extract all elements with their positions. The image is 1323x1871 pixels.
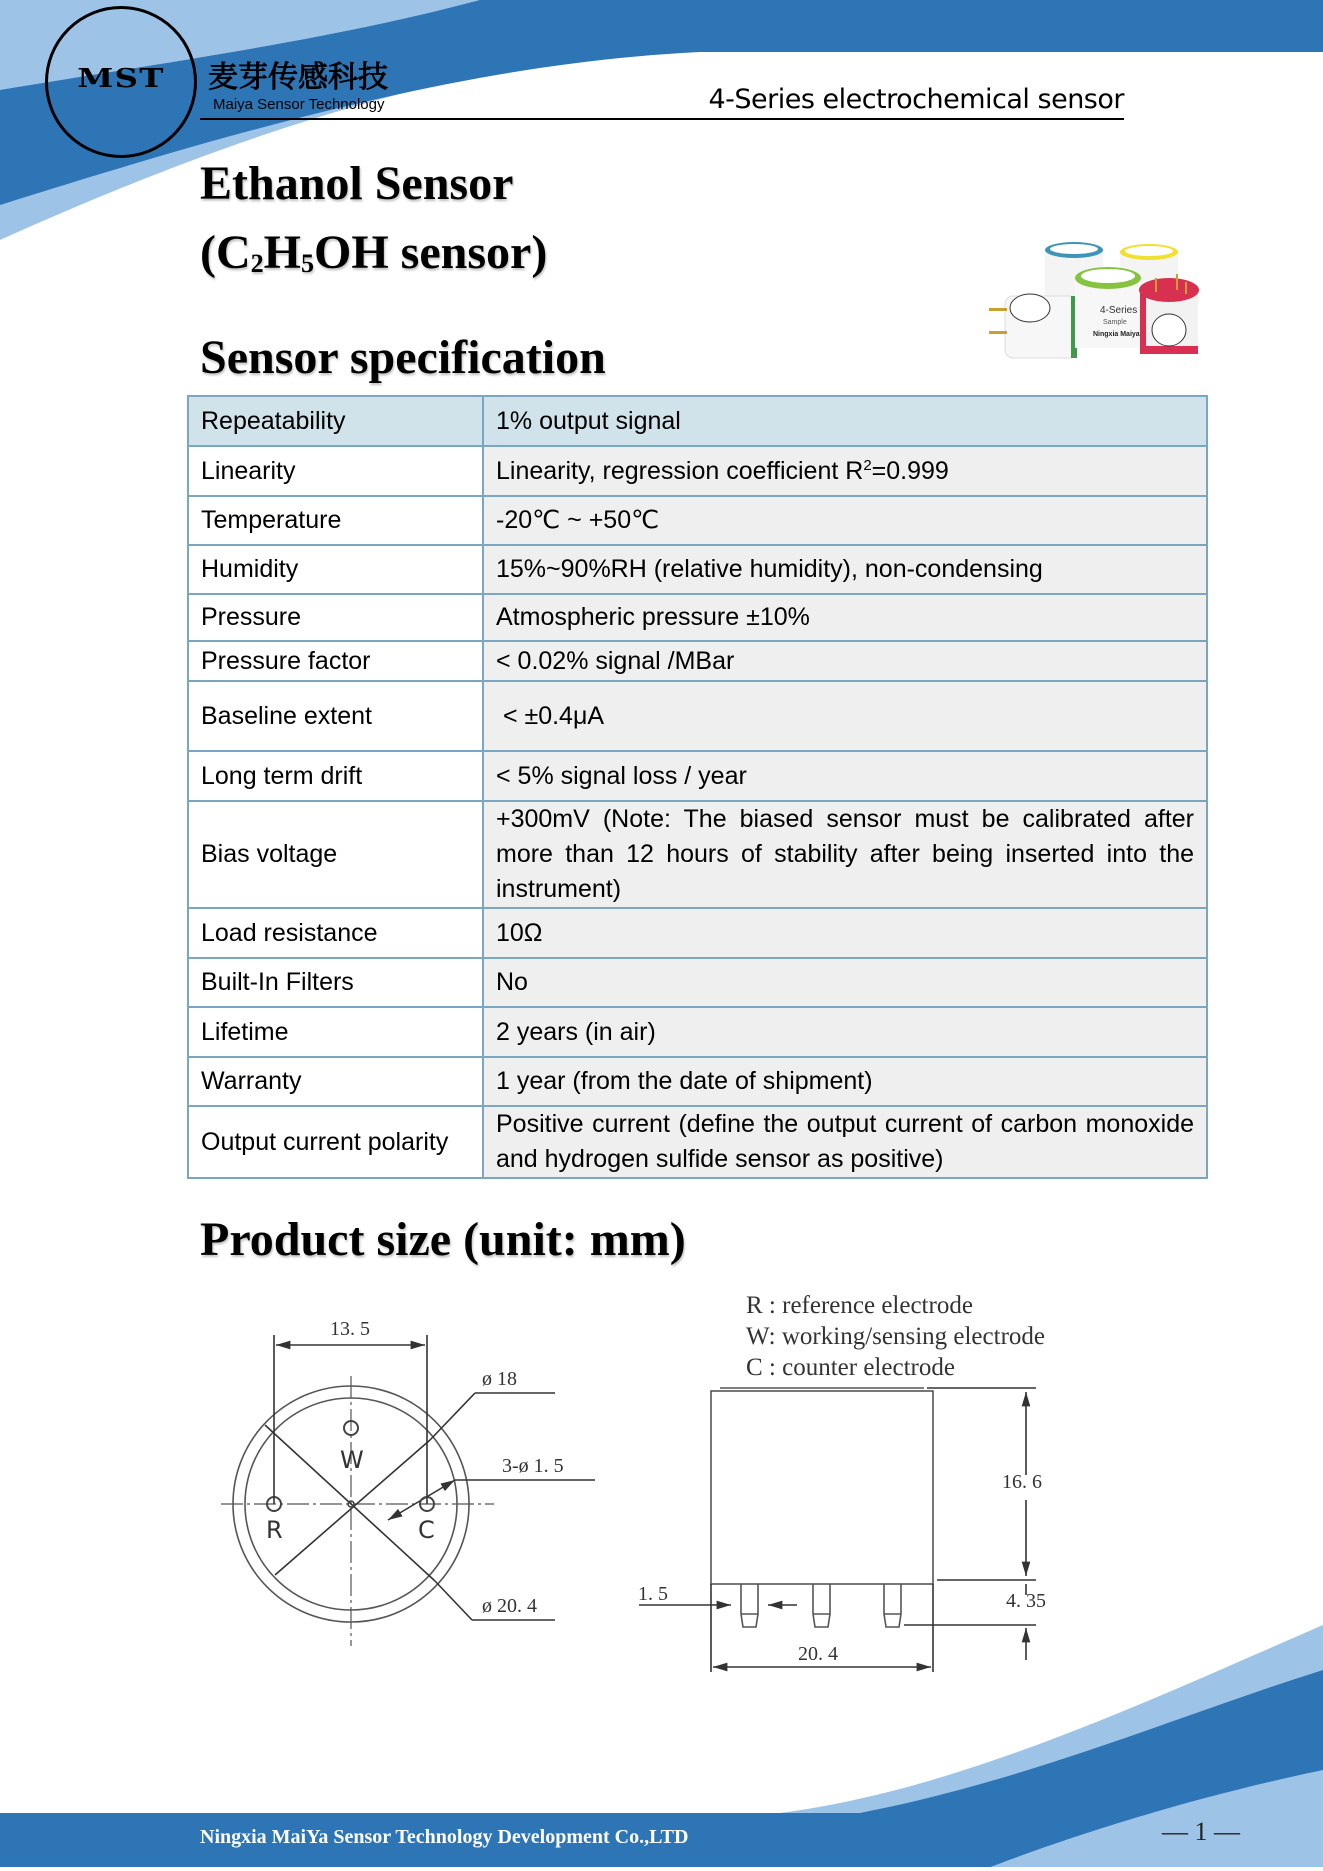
spec-key: Lifetime (188, 1007, 483, 1057)
pin-label-w: W (340, 1446, 364, 1474)
spec-key: Pressure factor (188, 641, 483, 681)
spec-key: Pressure (188, 594, 483, 641)
spec-heading: Sensor specification (200, 331, 606, 384)
table-row (188, 751, 1207, 801)
spec-key: Output current polarity (188, 1106, 483, 1178)
dim-outer-diameter: ø 20. 4 (482, 1595, 537, 1617)
spec-value: 15%~90%RH (relative humidity), non-condensing (483, 545, 1207, 594)
table-row (188, 446, 1207, 496)
table-row (188, 801, 1207, 908)
size-heading: Product size (unit: mm) (200, 1213, 686, 1266)
dim-inner-diameter: ø 18 (482, 1368, 517, 1390)
spec-value: 1 year (from the date of shipment) (483, 1057, 1207, 1106)
table-row (188, 958, 1207, 1007)
series-title: 4-Series electrochemical sensor (708, 84, 1124, 115)
table-row (188, 1106, 1207, 1178)
svg-text:Sample: Sample (1103, 319, 1127, 326)
dim-height: 16. 6 (1002, 1471, 1042, 1493)
table-row (188, 496, 1207, 545)
legend-item-c: C : counter electrode (746, 1354, 955, 1381)
spec-key: Bias voltage (188, 801, 483, 908)
table-row (188, 1057, 1207, 1106)
company-name-cn: 麦芽传感科技 (208, 60, 388, 95)
spec-value: +300mV (Note: The biased sensor must be calibrated after more than 12 hours of stability after being inserted into the instrument) (483, 801, 1207, 908)
pin-label-c: C (418, 1516, 435, 1544)
spec-value-text: Linearity, regression coefficient R (496, 456, 864, 485)
spec-value: Atmospheric pressure ±10% (483, 594, 1207, 641)
spec-key: Repeatability (188, 396, 483, 446)
spec-value: 2 years (in air) (483, 1007, 1207, 1057)
spec-value: 10Ω (483, 908, 1207, 958)
formula-subscript: 2 (250, 249, 264, 278)
svg-text:Ningxia Maiya: Ningxia Maiya (1093, 331, 1140, 338)
spec-key: Temperature (188, 496, 483, 545)
spec-value (483, 446, 1207, 496)
table-row (188, 681, 1207, 751)
legend-item-w: W: working/sensing electrode (746, 1323, 1045, 1350)
dim-width: 20. 4 (798, 1643, 838, 1665)
spec-table (187, 395, 1208, 1179)
table-row (188, 908, 1207, 958)
spec-key: Warranty (188, 1057, 483, 1106)
spec-value: Positive current (define the output current of carbon monoxide and hydrogen sulfide sensor as positive) (483, 1106, 1207, 1178)
footer-company: Ningxia MaiYa Sensor Technology Development Co.,LTD (200, 1826, 689, 1848)
dim-pin-length: 4. 35 (1006, 1590, 1046, 1612)
spec-value-sup: 2 (863, 456, 872, 474)
spec-key: Load resistance (188, 908, 483, 958)
formula-part: (C (200, 226, 251, 279)
product-formula (200, 225, 547, 280)
formula-part: OH sensor) (314, 226, 548, 279)
spec-key: Humidity (188, 545, 483, 594)
legend-item-r: R : reference electrode (746, 1292, 973, 1319)
table-row (188, 545, 1207, 594)
header-divider (200, 118, 1124, 120)
svg-text:4-Series: 4-Series (1100, 305, 1138, 316)
spec-value: < 0.02% signal /MBar (483, 641, 1207, 681)
product-title: Ethanol Sensor (200, 157, 514, 210)
pin-label-r: R (266, 1516, 283, 1544)
spec-key: Long term drift (188, 751, 483, 801)
formula-subscript: 5 (301, 249, 314, 278)
spec-value: < 5% signal loss / year (483, 751, 1207, 801)
table-row (188, 594, 1207, 641)
spec-value: No (483, 958, 1207, 1007)
spec-key: Linearity (188, 446, 483, 496)
logo-abbrev: MST (77, 64, 165, 94)
dim-pin-width: 1. 5 (638, 1583, 668, 1605)
spec-value: 1% output signal (483, 396, 1207, 446)
product-photo (975, 238, 1200, 360)
formula-part: H (263, 226, 301, 279)
table-row (188, 1007, 1207, 1057)
dim-pin-spacing: 13. 5 (330, 1318, 370, 1340)
electrode-legend (746, 1290, 1045, 1383)
table-row (188, 396, 1207, 446)
spec-key: Baseline extent (188, 681, 483, 751)
spec-value-text: =0.999 (871, 456, 949, 485)
company-name-en: Maiya Sensor Technology (213, 96, 385, 113)
page-number: — 1 — (1162, 1817, 1240, 1846)
dim-pin-diameter: 3-ø 1. 5 (502, 1455, 564, 1477)
spec-value: < ±0.4μA (483, 681, 1207, 751)
table-row (188, 641, 1207, 681)
spec-key: Built-In Filters (188, 958, 483, 1007)
spec-value: -20℃ ~ +50℃ (483, 496, 1207, 545)
